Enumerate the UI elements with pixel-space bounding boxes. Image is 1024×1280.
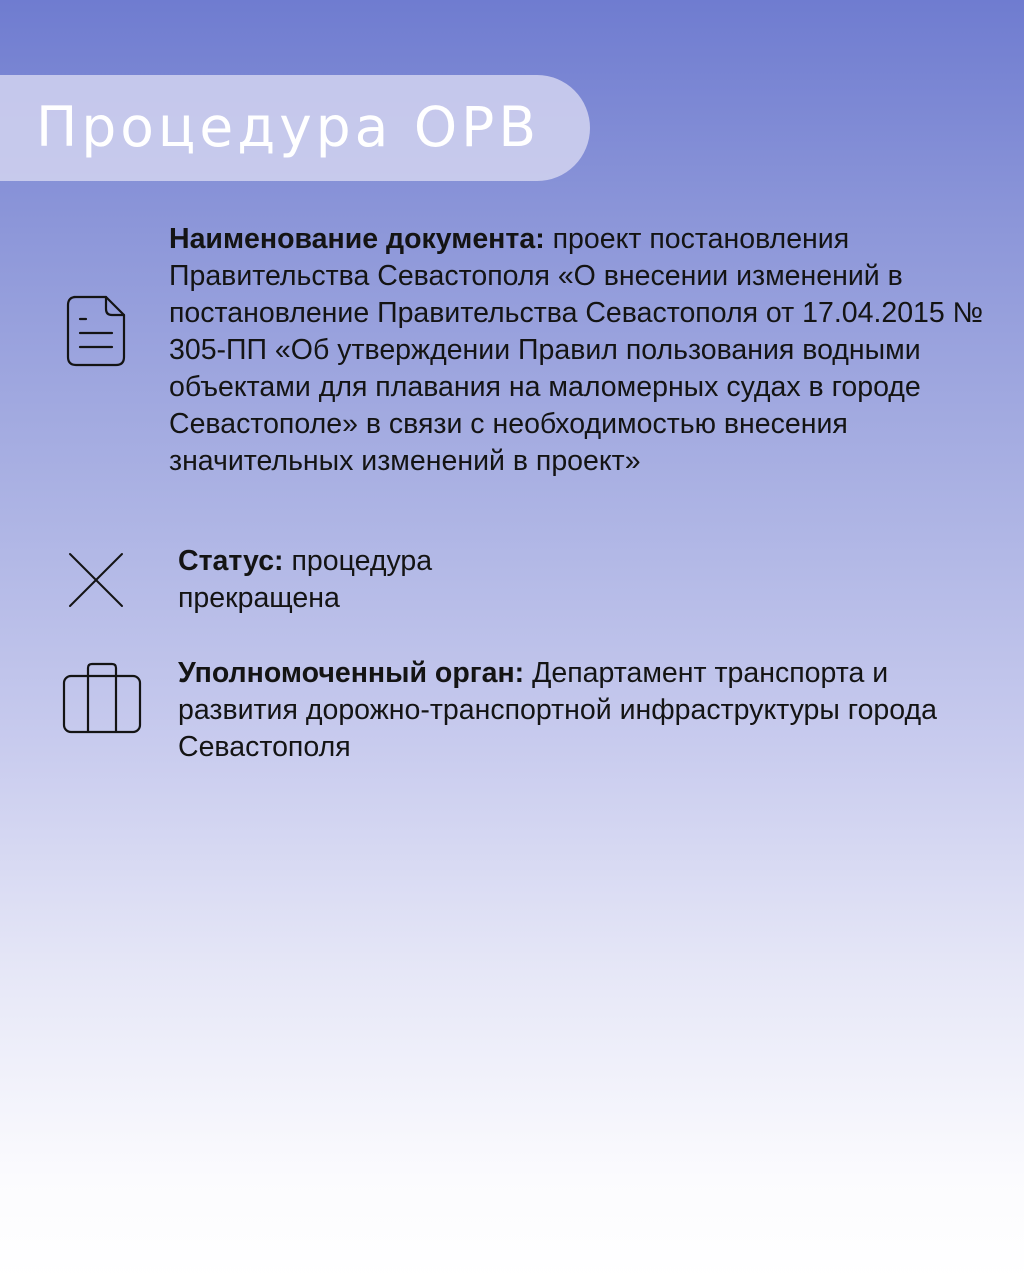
- status-value: процедура прекращена: [178, 545, 433, 614]
- status-text: [178, 543, 518, 617]
- authority-value: Департамент транспорта и развития дорожно-транспортной инфраструктуры города Севастополя: [178, 657, 937, 763]
- document-label: Наименование документа:: [169, 223, 545, 255]
- briefcase-icon: [62, 662, 142, 734]
- document-icon: [66, 295, 126, 367]
- authority-text: [178, 655, 998, 766]
- document-value: проект постановления Правительства Севастополя «О внесении изменений в постановление Правительства Севастополя от 17.04.2015 № 305-ПП «Об утверждении Правил пользования водными объектами для плавания на маломерных судах в городе Севастополе» в связи с необходимостью внесения значительных изменений в проект»: [169, 223, 984, 477]
- authority-label: Уполномоченный орган:: [178, 657, 525, 689]
- document-text: [169, 221, 999, 480]
- title-pill: [0, 75, 590, 181]
- status-label: Статус:: [178, 545, 284, 577]
- page-title: Процедура ОРВ: [36, 95, 541, 159]
- cross-icon: [68, 552, 124, 608]
